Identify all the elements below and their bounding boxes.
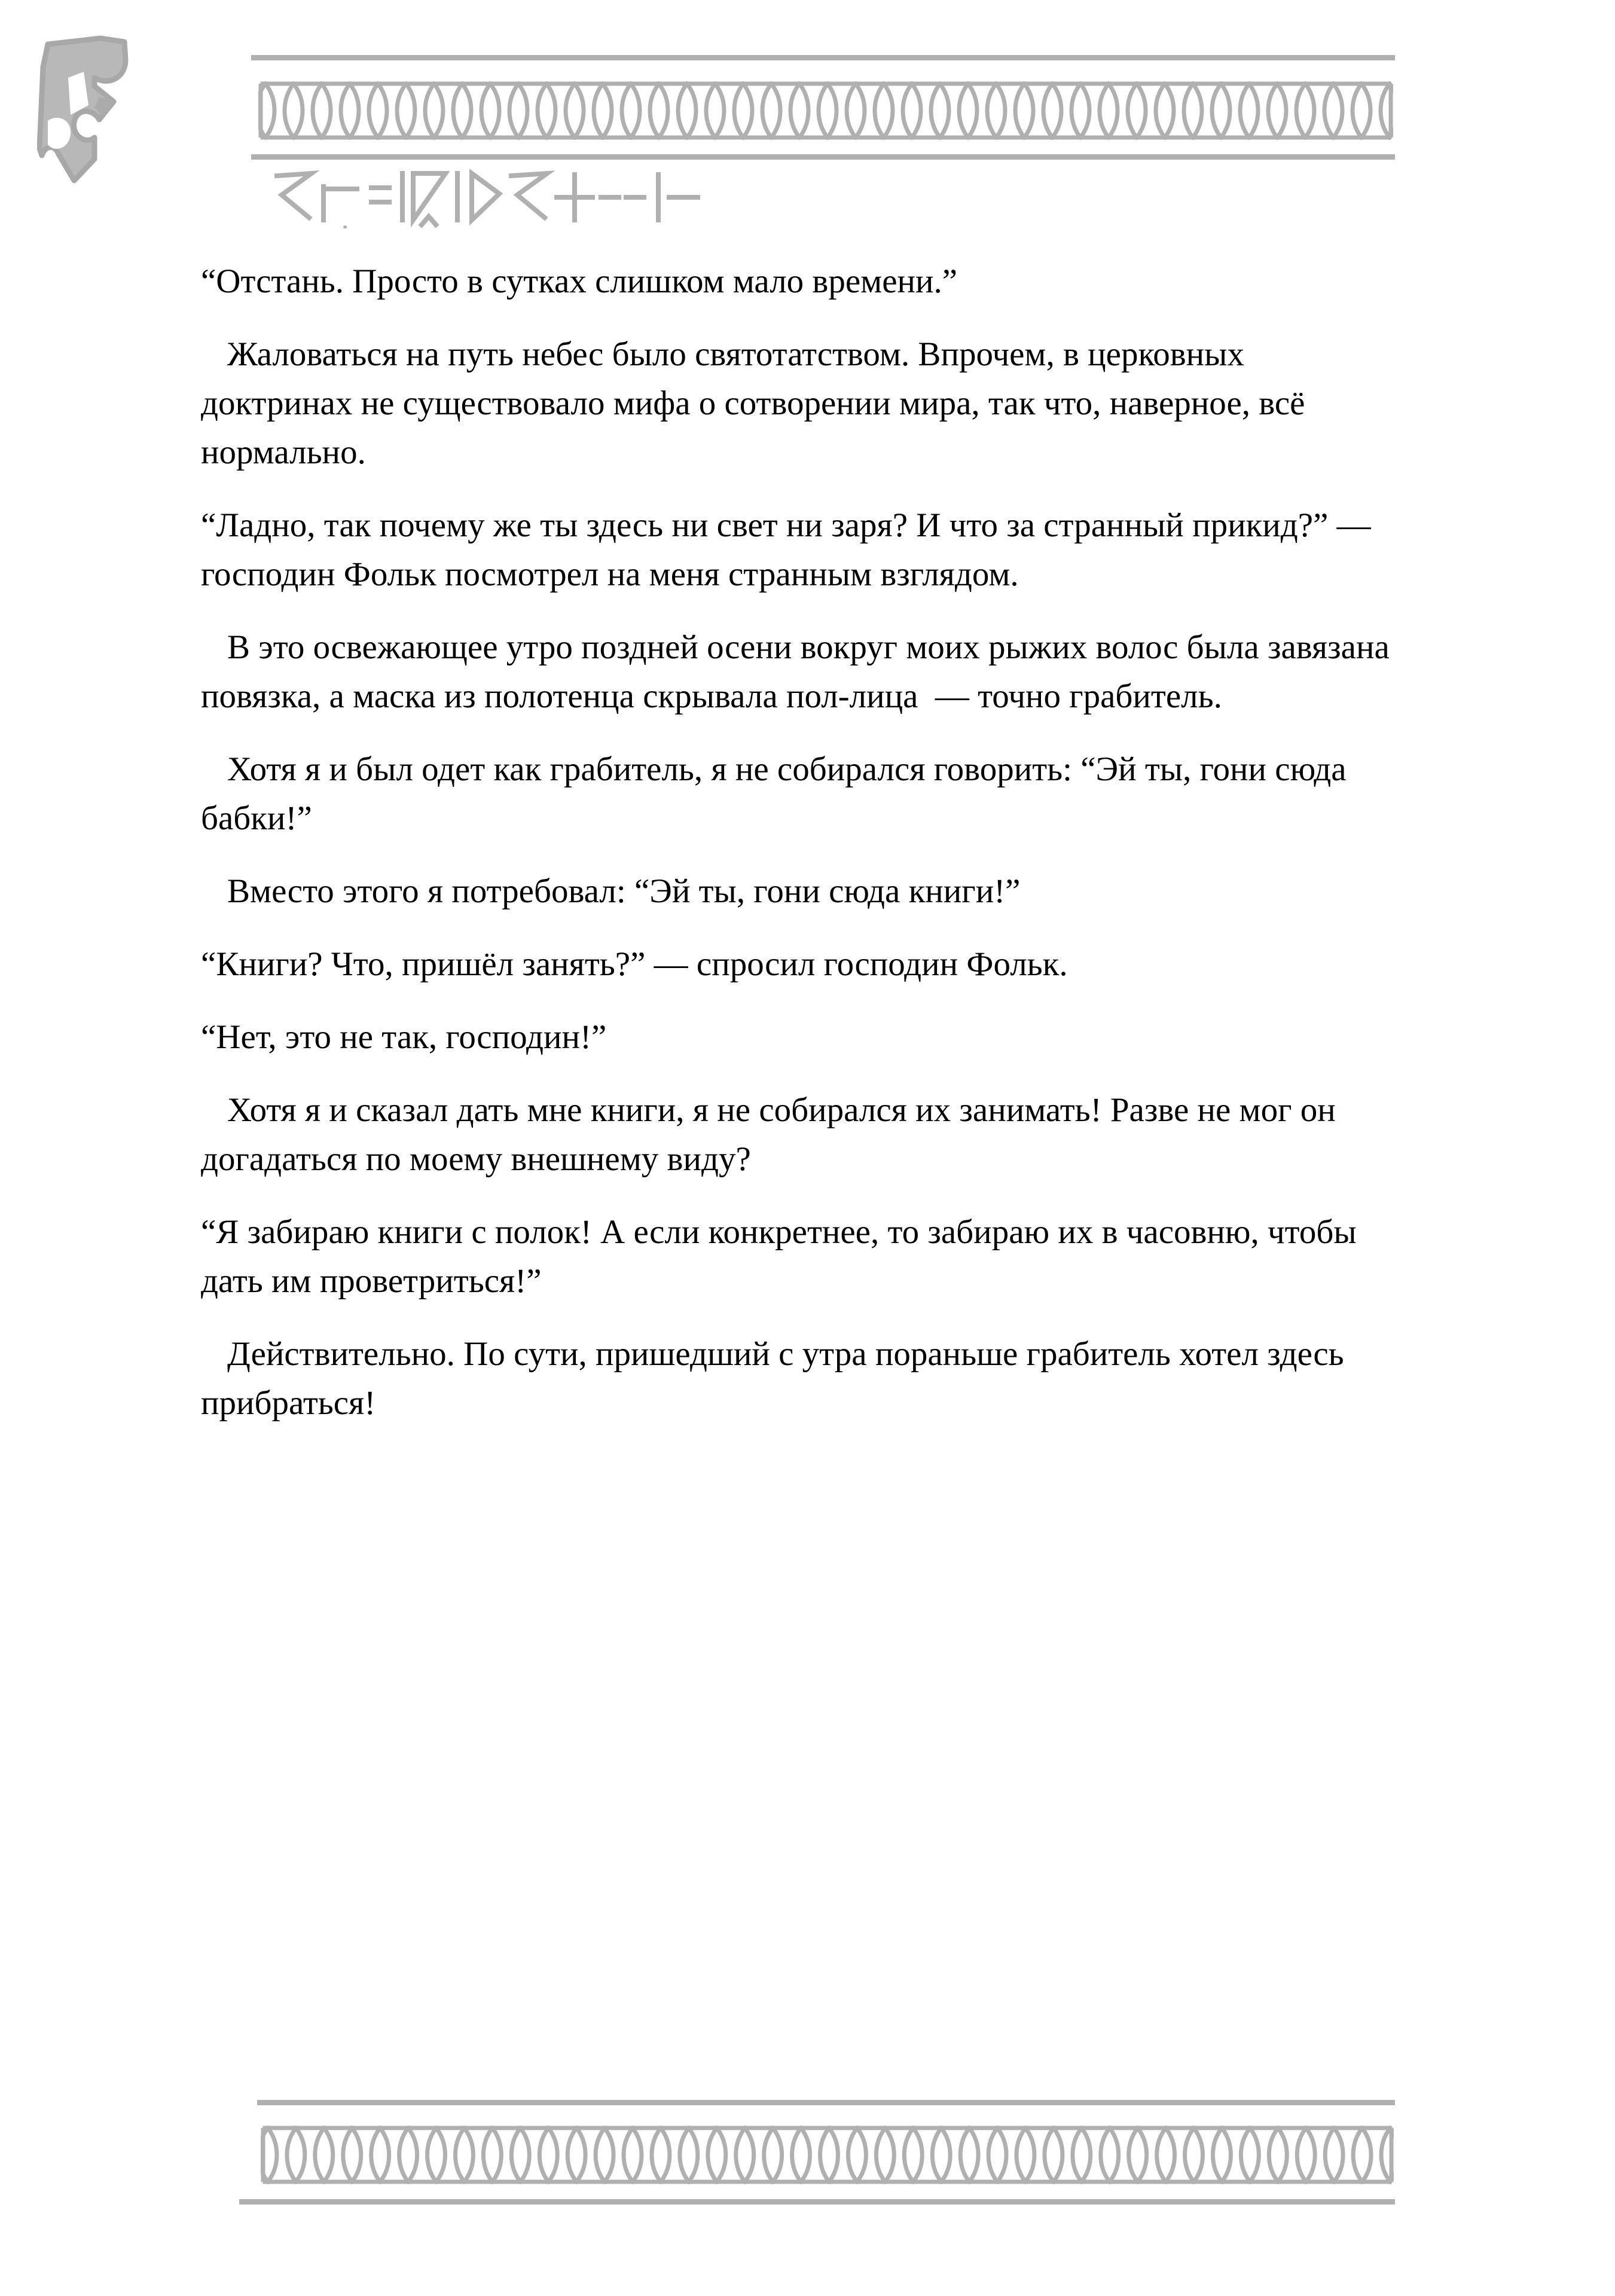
runic-subtitle	[254, 163, 792, 228]
paragraph: Действительно. По сути, пришедший с утра пораньше грабитель хотел здесь прибраться!	[201, 1335, 1353, 1422]
page-footer-ornament	[0, 2033, 1615, 2296]
paragraph: В это освежающее утро поздней осени вокруг моих рыжих волос была завязана повязка, а маска из полотенца скрывала пол-лица — точно грабитель.	[201, 628, 1399, 715]
body-text-column	[201, 257, 1397, 1452]
header-lens-band	[258, 81, 1393, 140]
paragraph: Жаловаться на путь небес было святотатством. Впрочем, в церковных доктринах не существовало мифа о сотворении мира, так что, наверное, всё нормально.	[201, 335, 1314, 471]
paragraph: “Нет, это не так, господин!”	[201, 1018, 607, 1056]
paragraph: “Книги? Что, пришёл занять?” — спросил господин Фольк.	[201, 945, 1068, 983]
footer-lens-band	[261, 2126, 1394, 2184]
paragraph: Хотя я и был одет как грабитель, я не собирался говорить: “Эй ты, гони сюда бабки!”	[201, 750, 1355, 837]
fantasy-corner-ornament-icon	[37, 31, 216, 187]
footer-top-rule	[257, 2100, 1395, 2105]
page-header-ornament	[0, 0, 1615, 227]
header-bottom-rule	[251, 154, 1395, 160]
paragraph: “Я забираю книги с полок! А если конкретнее, то забираю их в часовню, чтобы дать им проветриться!”	[201, 1213, 1365, 1300]
paragraph: Хотя я и сказал дать мне книги, я не собирался их занимать! Разве не мог он догадаться по моему внешнему виду?	[201, 1091, 1345, 1178]
paragraph: “Ладно, так почему же ты здесь ни свет ни заря? И что за странный прикид?” — господин Фольк посмотрел на меня странным взглядом.	[201, 506, 1379, 593]
header-top-rule	[251, 55, 1395, 60]
footer-bottom-rule	[239, 2199, 1395, 2205]
paragraph: Вместо этого я потребовал: “Эй ты, гони сюда книги!”	[227, 872, 1021, 910]
paragraph: “Отстань. Просто в сутках слишком мало времени.”	[201, 262, 958, 300]
